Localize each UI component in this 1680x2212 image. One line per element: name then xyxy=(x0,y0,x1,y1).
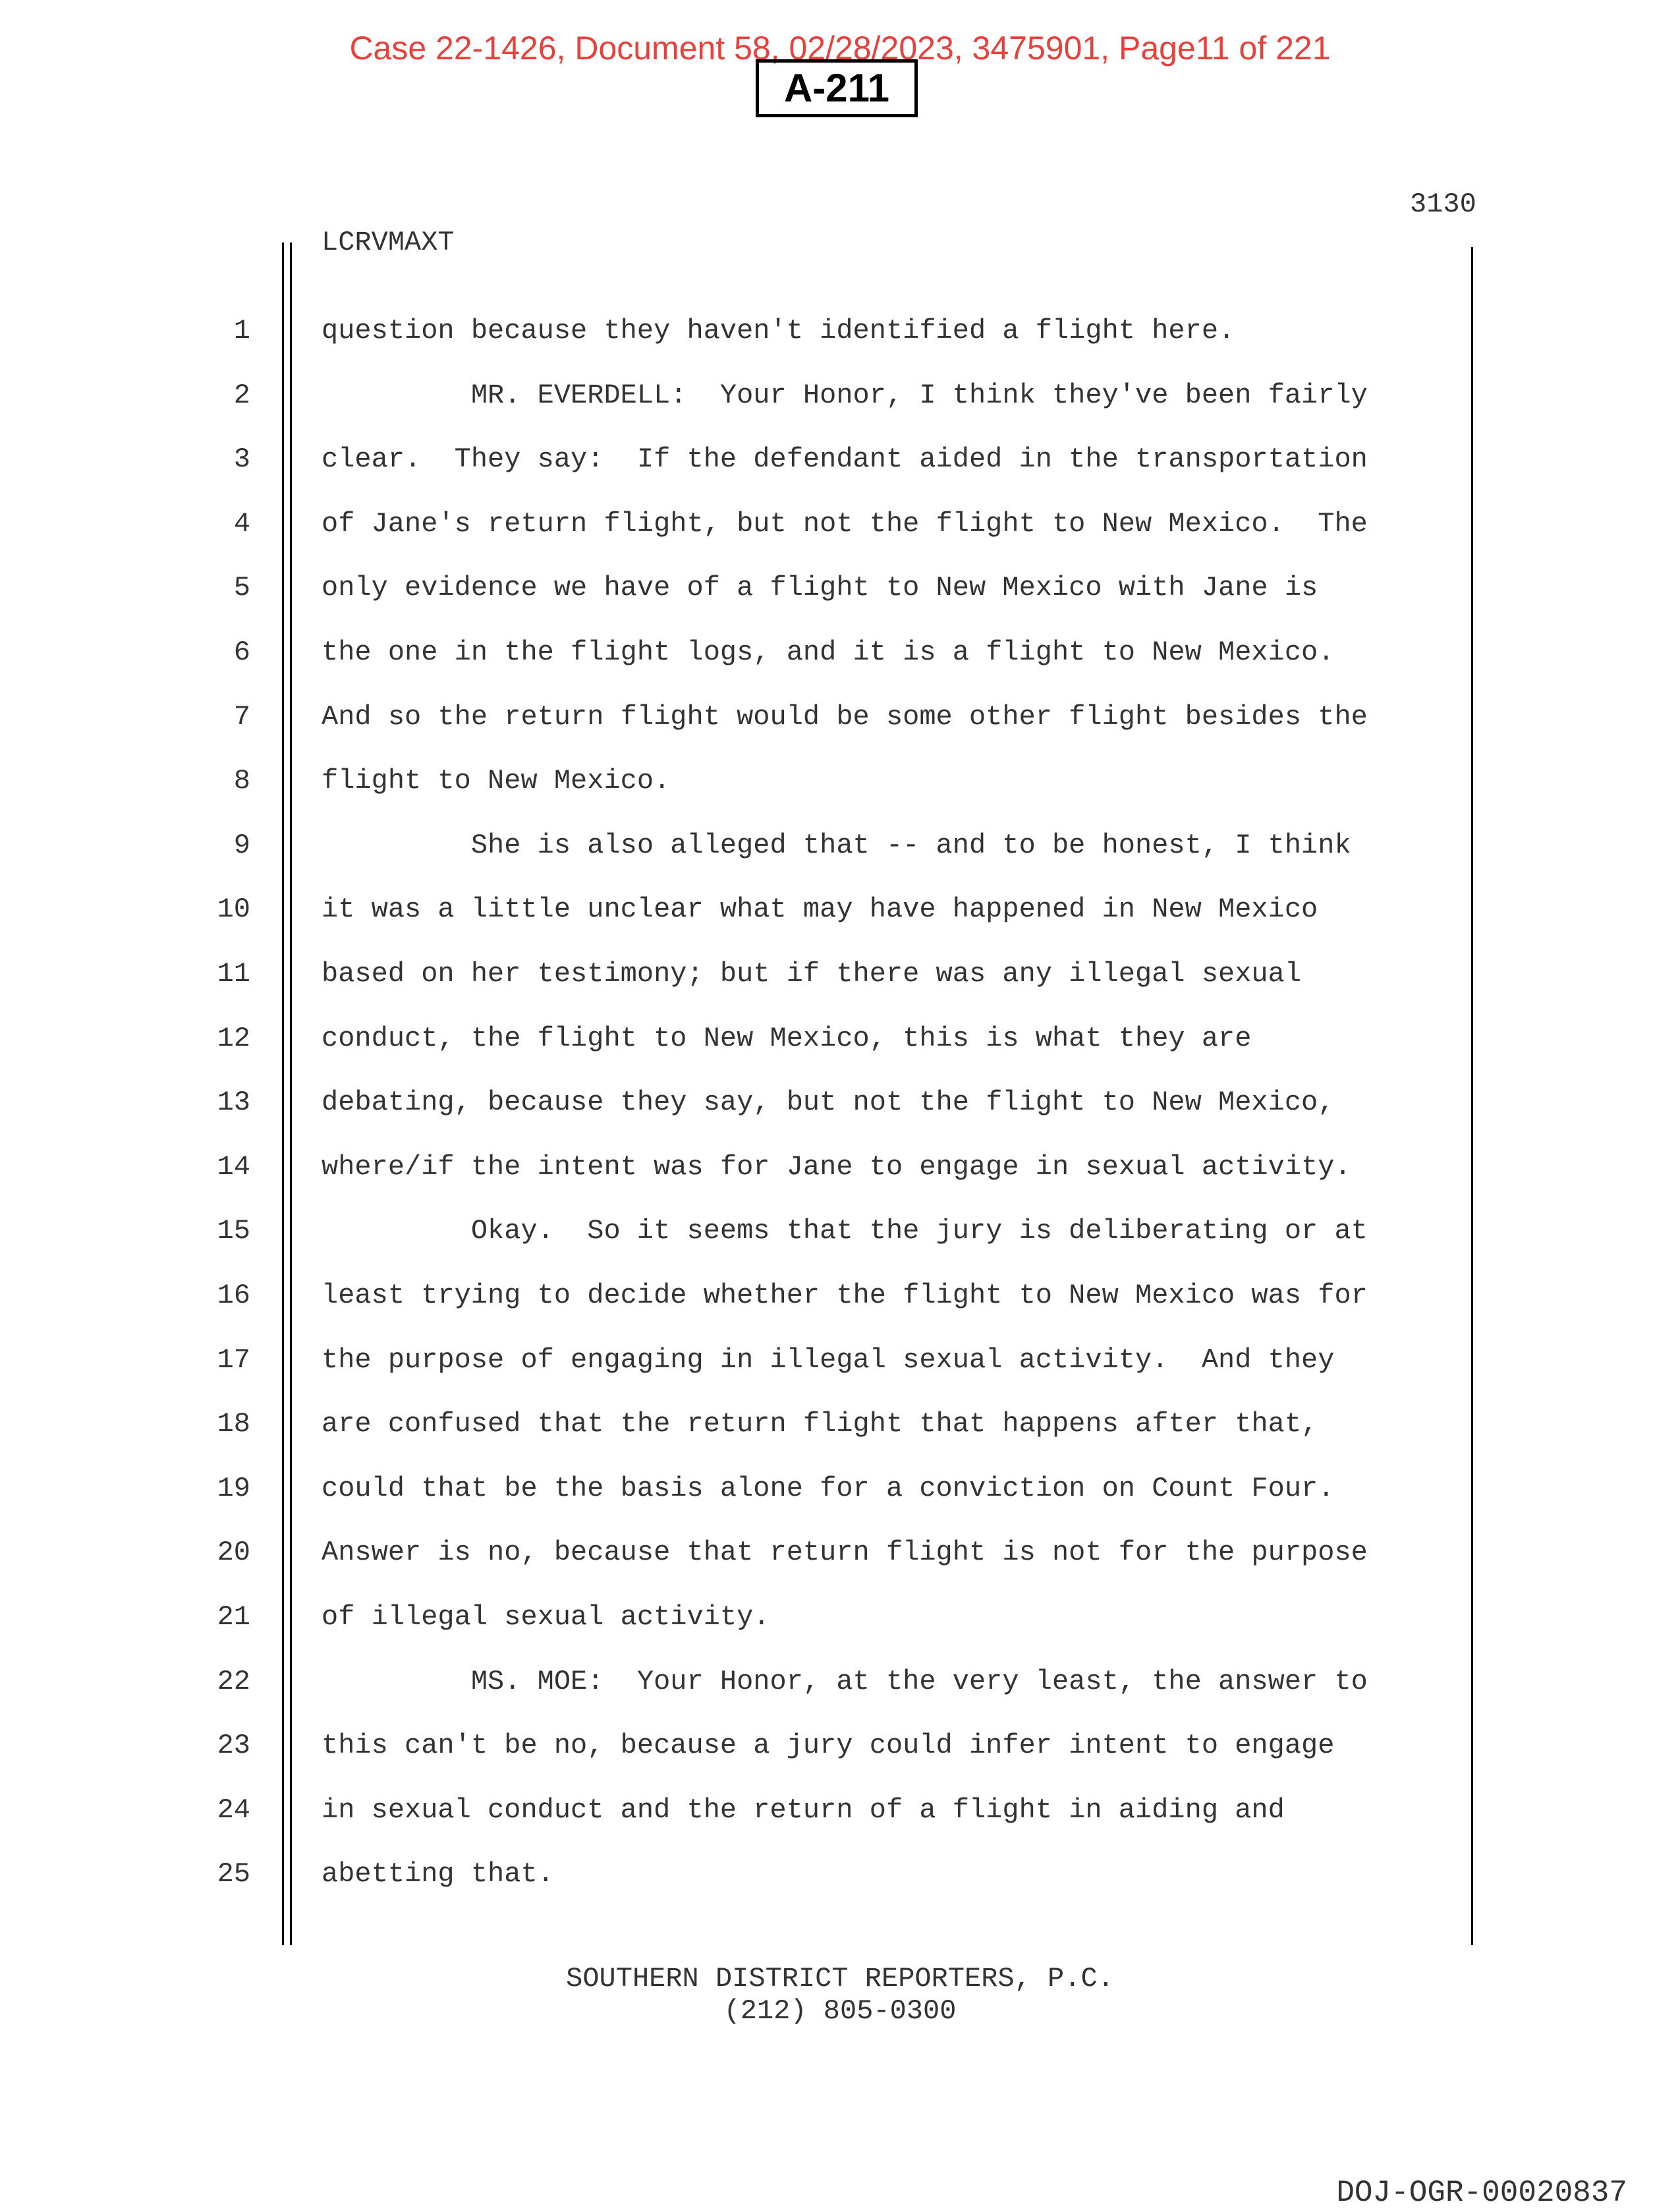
transcript-line xyxy=(0,1135,1680,1199)
line-number: 3 xyxy=(233,443,250,476)
line-text: question because they haven't identified a flight here. xyxy=(322,315,1235,347)
reporter-name: SOUTHERN DISTRICT REPORTERS, P.C. xyxy=(566,1963,1114,1995)
transcript-line xyxy=(0,427,1680,492)
line-text: debating, because they say, but not the flight to New Mexico, xyxy=(322,1087,1335,1119)
page-number: 3130 xyxy=(1410,188,1476,220)
transcript-line xyxy=(0,1328,1680,1392)
line-text: could that be the basis alone for a conviction on Count Four. xyxy=(322,1472,1335,1504)
case-stamp-header: Case 22-1426, Document 58, 02/28/2023, 3475901, Page11 of 221 xyxy=(349,30,1331,67)
line-number: 12 xyxy=(217,1022,250,1054)
line-text: conduct, the flight to New Mexico, this is what they are xyxy=(322,1022,1252,1054)
transcript-line xyxy=(0,555,1680,620)
line-text: Answer is no, because that return flight is not for the purpose xyxy=(322,1537,1368,1569)
line-number: 8 xyxy=(233,765,250,797)
line-number: 15 xyxy=(217,1215,250,1247)
transcript-line xyxy=(0,877,1680,942)
transcript-line xyxy=(0,1713,1680,1778)
line-number: 23 xyxy=(217,1730,250,1762)
transcript-line xyxy=(0,813,1680,878)
transcript-line xyxy=(0,363,1680,428)
transcript-line xyxy=(0,1778,1680,1842)
line-text: this can't be no, because a jury could infer intent to engage xyxy=(322,1730,1335,1762)
transcript-line xyxy=(0,298,1680,363)
transcript-line xyxy=(0,1456,1680,1521)
line-text: the one in the flight logs, and it is a flight to New Mexico. xyxy=(322,637,1335,668)
transcript-line xyxy=(0,492,1680,556)
line-number: 16 xyxy=(217,1280,250,1311)
line-number: 22 xyxy=(217,1665,250,1697)
line-number: 6 xyxy=(233,637,250,668)
line-text: MR. EVERDELL: Your Honor, I think they've been fairly xyxy=(322,379,1368,411)
transcript-line xyxy=(0,749,1680,813)
line-text: MS. MOE: Your Honor, at the very least, the answer to xyxy=(322,1665,1368,1697)
line-text: it was a little unclear what may have happened in New Mexico xyxy=(322,893,1318,926)
line-number: 10 xyxy=(217,893,250,926)
transcript-line xyxy=(0,1649,1680,1714)
line-number: 18 xyxy=(217,1408,250,1440)
bates-number: DOJ-OGR-00020837 xyxy=(1336,2176,1627,2210)
line-number: 14 xyxy=(217,1150,250,1183)
reporter-phone: (212) 805-0300 xyxy=(723,1995,957,2027)
transcript-line xyxy=(0,1392,1680,1456)
line-text: where/if the intent was for Jane to engage in sexual activity. xyxy=(322,1150,1351,1183)
line-text: least trying to decide whether the flight to New Mexico was for xyxy=(322,1280,1368,1311)
line-text: are confused that the return flight that happens after that, xyxy=(322,1408,1318,1440)
line-number: 2 xyxy=(233,379,250,411)
line-number: 11 xyxy=(217,958,250,990)
line-text: flight to New Mexico. xyxy=(322,765,671,797)
line-text: only evidence we have of a flight to New Mexico with Jane is xyxy=(322,572,1318,604)
line-text: clear. They say: If the defendant aided in the transportation xyxy=(322,443,1368,476)
transcript-line xyxy=(0,1585,1680,1649)
line-text: based on her testimony; but if there was any illegal sexual xyxy=(322,958,1302,990)
line-number: 9 xyxy=(233,829,250,861)
line-text: of illegal sexual activity. xyxy=(322,1601,770,1633)
line-number: 13 xyxy=(217,1087,250,1119)
line-text: of Jane's return flight, but not the flight to New Mexico. The xyxy=(322,507,1368,540)
line-text: the purpose of engaging in illegal sexual activity. And they xyxy=(322,1344,1335,1376)
transcript-line xyxy=(0,1842,1680,1906)
line-text: Okay. So it seems that the jury is deliberating or at xyxy=(322,1215,1368,1247)
line-number: 7 xyxy=(233,700,250,733)
line-number: 1 xyxy=(233,315,250,347)
exhibit-label: A-211 xyxy=(756,59,918,117)
transcript-line xyxy=(0,1263,1680,1328)
transcript-line xyxy=(0,942,1680,1006)
line-number: 21 xyxy=(217,1601,250,1633)
line-text: She is also alleged that -- and to be honest, I think xyxy=(322,829,1351,861)
running-head: LCRVMAXT xyxy=(322,227,455,258)
transcript-line xyxy=(0,685,1680,749)
line-number: 17 xyxy=(217,1344,250,1376)
transcript-line xyxy=(0,620,1680,685)
line-number: 25 xyxy=(217,1858,250,1890)
line-number: 5 xyxy=(233,572,250,604)
transcript-line xyxy=(0,1070,1680,1135)
line-number: 4 xyxy=(233,507,250,540)
transcript-line xyxy=(0,1520,1680,1585)
line-number: 20 xyxy=(217,1537,250,1569)
line-number: 19 xyxy=(217,1472,250,1504)
transcript-line xyxy=(0,1199,1680,1263)
line-text: in sexual conduct and the return of a flight in aiding and xyxy=(322,1794,1285,1826)
line-text: abetting that. xyxy=(322,1858,554,1890)
line-text: And so the return flight would be some other flight besides the xyxy=(322,700,1368,733)
line-number: 24 xyxy=(217,1794,250,1826)
transcript-line xyxy=(0,1006,1680,1071)
